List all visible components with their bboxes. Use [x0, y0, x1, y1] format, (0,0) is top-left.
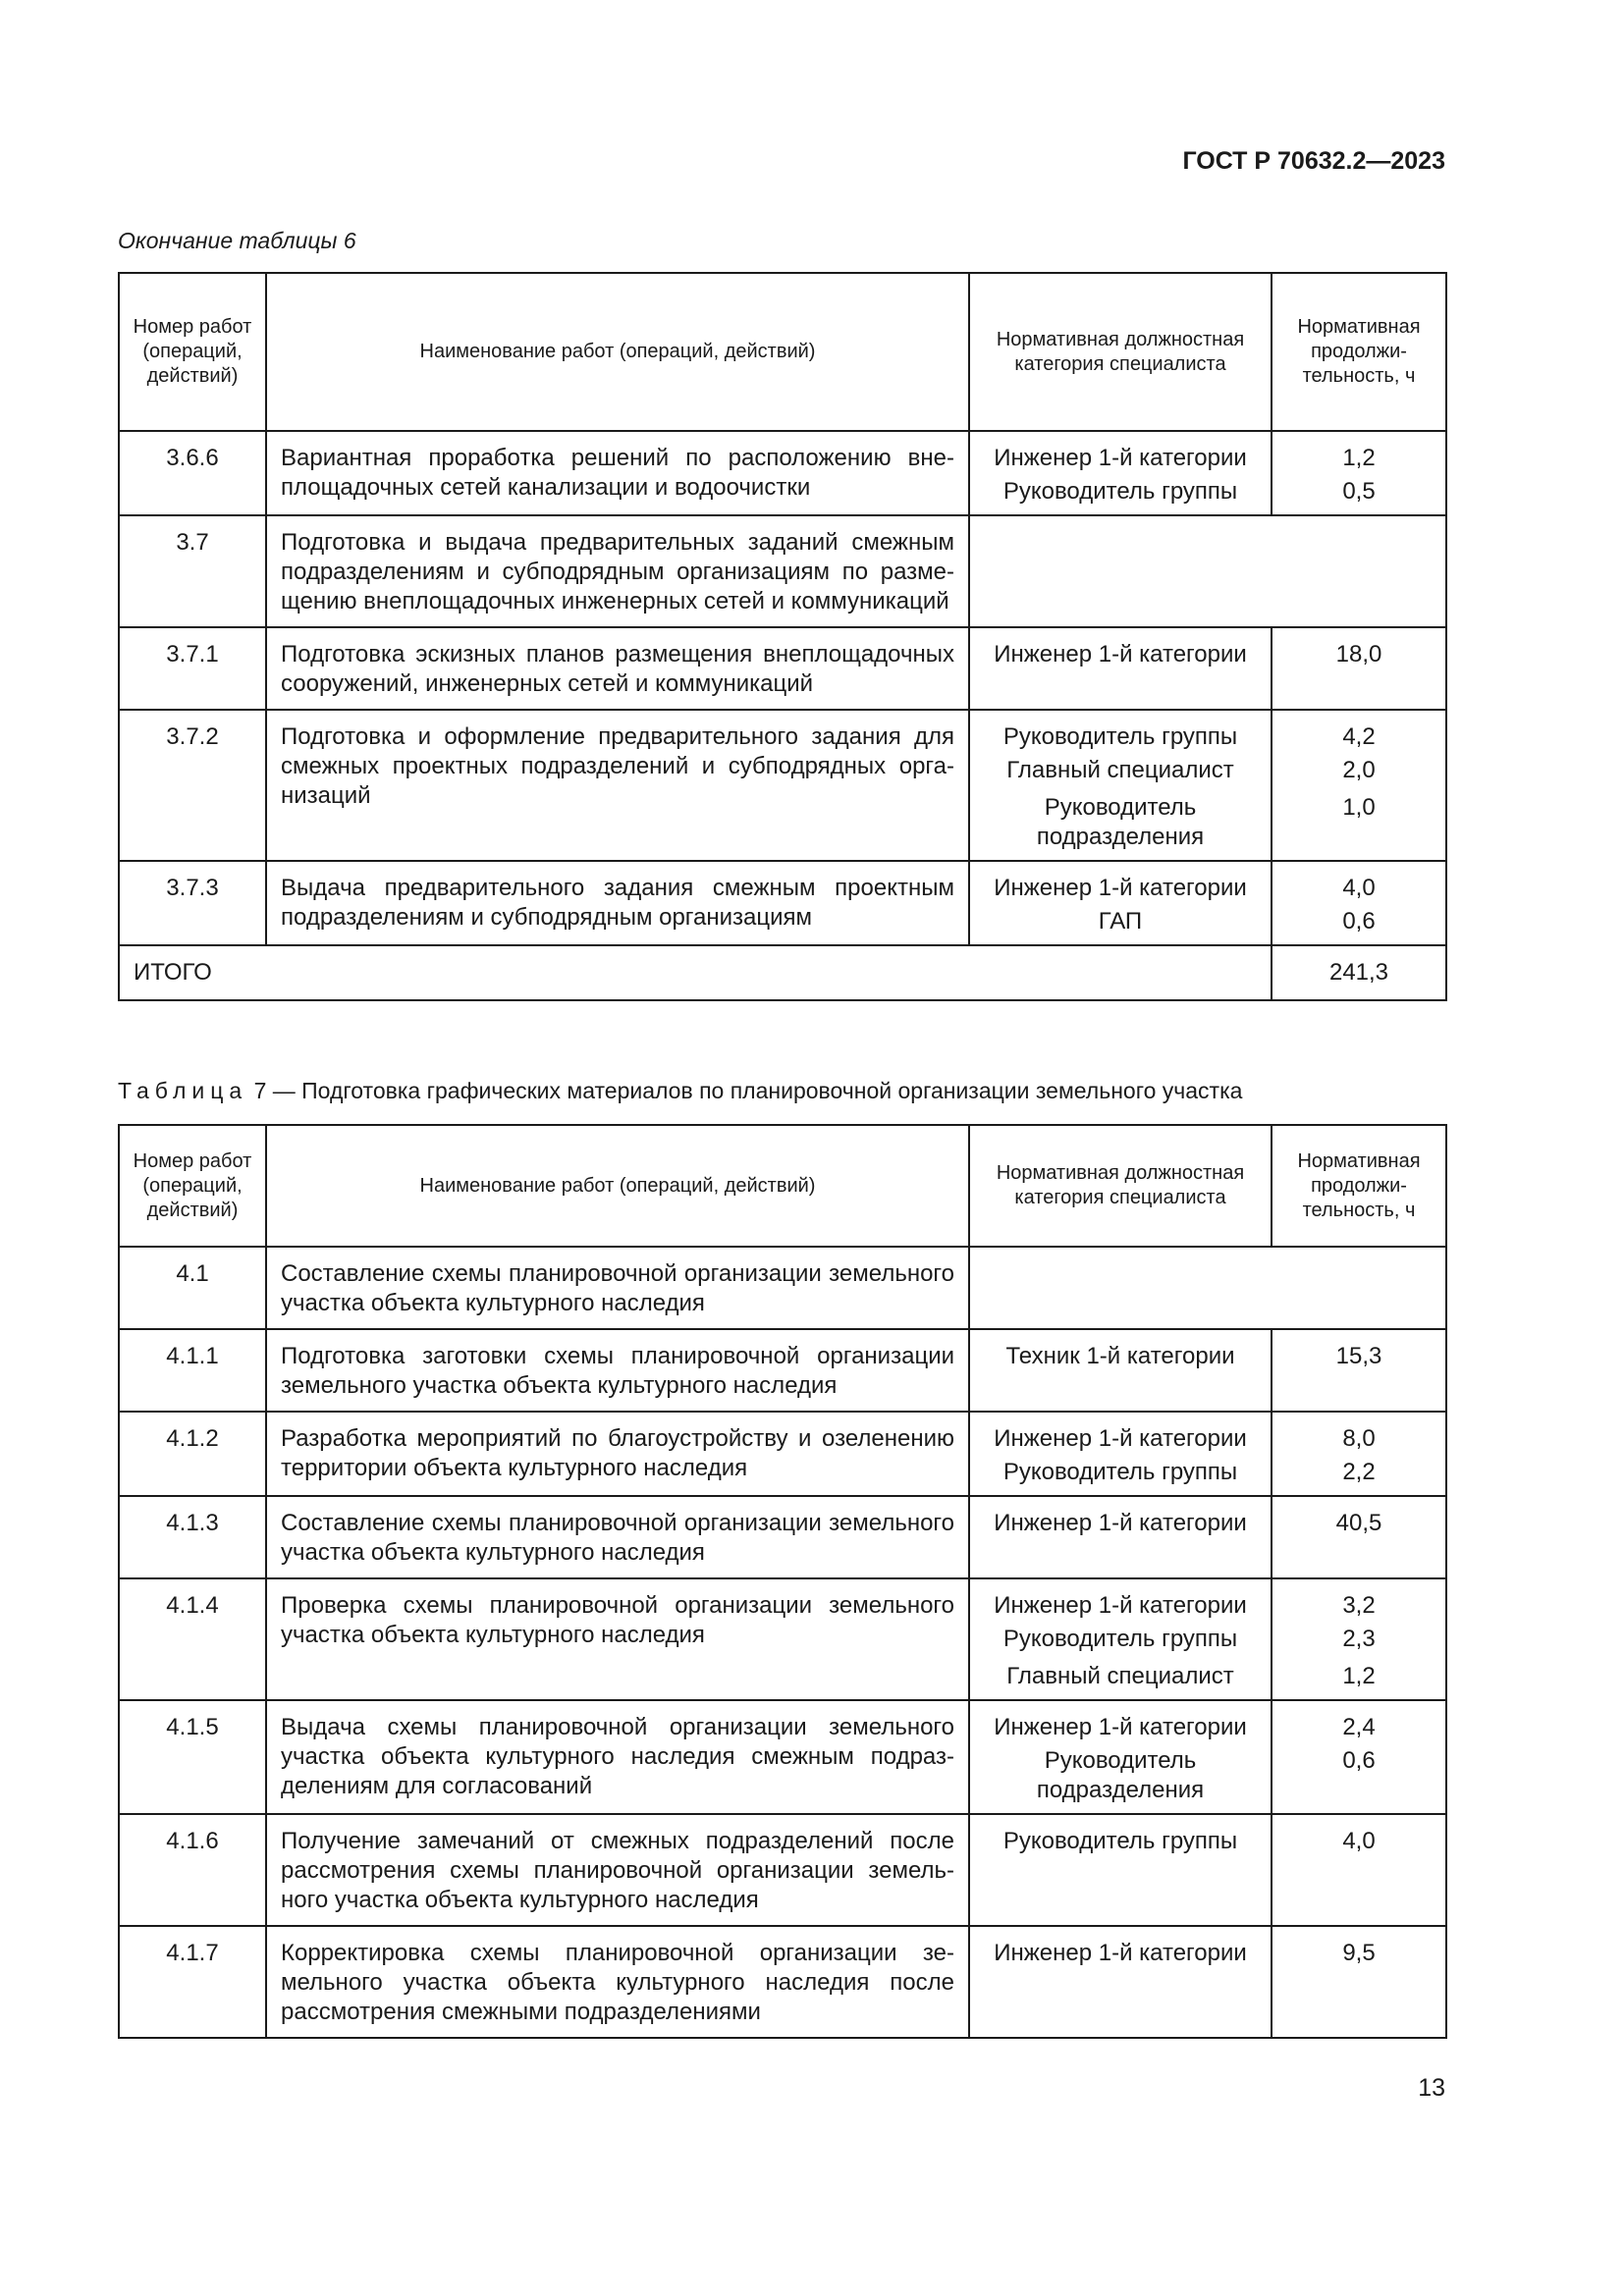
row-durations	[1272, 1496, 1446, 1578]
row-durations	[1272, 861, 1446, 945]
table-row	[119, 1496, 1446, 1578]
row-durations	[1272, 1578, 1446, 1700]
specialist-category: Руководитель группы	[1002, 723, 1238, 750]
row-categories	[969, 1412, 1272, 1496]
specialist-category: Руководитель группы	[1002, 1828, 1238, 1854]
row-categories	[969, 627, 1272, 710]
row-number: 4.1	[119, 1247, 266, 1329]
row-durations	[1272, 1412, 1446, 1496]
specialist-category: Инженер 1-й категории	[994, 1510, 1247, 1536]
header-duration: Нормативная продолжи-тельность, ч	[1272, 273, 1446, 431]
duration-value: 2,4	[1342, 1714, 1376, 1740]
specialist-category: Инженер 1-й категории	[994, 641, 1247, 667]
row-name: Подготовка и выдача предварительных заданий смежным подразделениям и субподрядным организациям по размещению внеплощадочных инженерных сетей и коммуникаций	[266, 515, 969, 627]
specialist-category: Руководитель подразделения	[1036, 794, 1205, 850]
row-durations	[1272, 627, 1446, 710]
table-row	[119, 627, 1446, 710]
specialist-category: Инженер 1-й категории	[994, 1714, 1247, 1740]
header-number: Номер работ (операций, действий)	[119, 1125, 266, 1247]
row-number: 3.7.1	[119, 627, 266, 710]
table-row	[119, 1412, 1446, 1496]
duration-value: 0,6	[1342, 908, 1376, 934]
specialist-category: Руководитель подразделения	[1036, 1747, 1205, 1803]
row-categories	[969, 1329, 1272, 1412]
header-name: Наименование работ (операций, действий)	[266, 1125, 969, 1247]
row-number: 4.1.5	[119, 1700, 266, 1814]
header-category: Нормативная должностная категория специалиста	[969, 273, 1272, 431]
specialist-category: Инженер 1-й категории	[994, 445, 1247, 471]
row-name: Выдача схемы планировочной организации земельного участка объекта культурного наследия смежным подразделениям для согласований	[266, 1700, 969, 1814]
header-number: Номер работ (операций, действий)	[119, 273, 266, 431]
duration-value: 2,3	[1342, 1626, 1376, 1652]
specialist-category: Инженер 1-й категории	[994, 1425, 1247, 1452]
table-header-row	[119, 273, 1446, 431]
row-durations	[1272, 431, 1446, 515]
table6-caption: Окончание таблицы 6	[118, 228, 356, 253]
duration-value: 3,2	[1342, 1592, 1376, 1619]
duration-value: 40,5	[1335, 1510, 1382, 1536]
specialist-category: Руководитель группы	[1002, 478, 1238, 505]
row-number: 4.1.3	[119, 1496, 266, 1578]
header-duration: Нормативная продолжи-тельность, ч	[1272, 1125, 1446, 1247]
header-category: Нормативная должностная категория специалиста	[969, 1125, 1272, 1247]
specialist-category: Инженер 1-й категории	[994, 875, 1247, 901]
duration-value: 2,2	[1342, 1459, 1376, 1485]
duration-value: 4,0	[1342, 875, 1376, 901]
row-number: 3.6.6	[119, 431, 266, 515]
table-row	[119, 1700, 1446, 1814]
row-number: 3.7.3	[119, 861, 266, 945]
duration-value: 2,0	[1342, 757, 1376, 783]
duration-value: 1,0	[1342, 794, 1376, 821]
specialist-category: Руководитель группы	[1002, 1459, 1238, 1485]
row-empty-cell	[969, 1247, 1446, 1329]
row-durations	[1272, 1926, 1446, 2038]
header-name: Наименование работ (операций, действий)	[266, 273, 969, 431]
row-durations	[1272, 1329, 1446, 1412]
table-row	[119, 1578, 1446, 1700]
row-number: 4.1.1	[119, 1329, 266, 1412]
row-number: 4.1.7	[119, 1926, 266, 2038]
table-row	[119, 1329, 1446, 1412]
row-name: Составление схемы планировочной организации земельного участка объекта культурного наследия	[266, 1247, 969, 1329]
row-name: Корректировка схемы планировочной организации земельного участка объекта культурного наследия после рассмотрения смежными подразделениями	[266, 1926, 969, 2038]
row-categories	[969, 1814, 1272, 1926]
table-row	[119, 710, 1446, 861]
duration-value: 15,3	[1335, 1343, 1382, 1369]
row-number: 4.1.6	[119, 1814, 266, 1926]
row-durations	[1272, 710, 1446, 861]
table-6	[118, 272, 1447, 1001]
row-number: 4.1.2	[119, 1412, 266, 1496]
row-name: Подготовка заготовки схемы планировочной организации земельного участка объекта культурного наследия	[266, 1329, 969, 1412]
row-number: 3.7	[119, 515, 266, 627]
table7-caption-title: 7 — Подготовка графических материалов по планировочной организации земельного участка	[253, 1078, 1243, 1103]
row-durations	[1272, 1814, 1446, 1926]
duration-value: 1,2	[1342, 445, 1376, 471]
row-name: Выдача предварительного задания смежным проектным подразделениям и субподрядным организациям	[266, 861, 969, 945]
row-categories	[969, 1578, 1272, 1700]
duration-value: 8,0	[1342, 1425, 1376, 1452]
row-name: Разработка мероприятий по благоустройству и озеленению территории объекта культурного наследия	[266, 1412, 969, 1496]
row-categories	[969, 431, 1272, 515]
row-categories	[969, 1496, 1272, 1578]
row-number: 3.7.2	[119, 710, 266, 861]
table-row	[119, 1814, 1446, 1926]
row-durations	[1272, 1700, 1446, 1814]
table-row	[119, 1926, 1446, 2038]
duration-value: 4,0	[1342, 1828, 1376, 1854]
total-label: ИТОГО	[119, 945, 1272, 1000]
duration-value: 9,5	[1342, 1940, 1376, 1966]
table7-caption-prefix: Таблица	[118, 1078, 248, 1103]
page-number: 13	[1418, 2074, 1445, 2102]
row-empty-cell	[969, 515, 1446, 627]
specialist-category: Инженер 1-й категории	[994, 1940, 1247, 1966]
row-name: Проверка схемы планировочной организации земельного участка объекта культурного наследия	[266, 1578, 969, 1700]
row-number: 4.1.4	[119, 1578, 266, 1700]
row-name: Подготовка и оформление предварительного задания для смежных проектных подразделений и субподрядных организаций	[266, 710, 969, 861]
duration-value: 1,2	[1342, 1663, 1376, 1689]
table-row	[119, 515, 1446, 627]
specialist-category: Главный специалист	[1006, 1663, 1234, 1689]
duration-value: 18,0	[1335, 641, 1382, 667]
specialist-category: Главный специалист	[1006, 757, 1234, 783]
table-row	[119, 431, 1446, 515]
row-categories	[969, 1926, 1272, 2038]
row-name: Подготовка эскизных планов размещения внеплощадочных сооружений, инженерных сетей и коммуникаций	[266, 627, 969, 710]
table-header-row	[119, 1125, 1446, 1247]
table-row	[119, 861, 1446, 945]
row-name: Получение замечаний от смежных подразделений после рассмотрения схемы планировочной организации земельного участка объекта культурного наследия	[266, 1814, 969, 1926]
row-categories	[969, 1700, 1272, 1814]
total-value: 241,3	[1272, 945, 1446, 1000]
row-categories	[969, 710, 1272, 861]
specialist-category: Техник 1-й категории	[1005, 1343, 1235, 1369]
specialist-category: ГАП	[1098, 908, 1143, 934]
table-7	[118, 1124, 1447, 2039]
document-id: ГОСТ Р 70632.2—2023	[1182, 147, 1445, 175]
row-name: Вариантная проработка решений по расположению внеплощадочных сетей канализации и водоочистки	[266, 431, 969, 515]
duration-value: 4,2	[1342, 723, 1376, 750]
specialist-category: Инженер 1-й категории	[994, 1592, 1247, 1619]
table7-caption	[118, 1078, 1242, 1104]
duration-value: 0,6	[1342, 1747, 1376, 1774]
specialist-category: Руководитель группы	[1002, 1626, 1238, 1652]
total-row	[119, 945, 1446, 1000]
table-row	[119, 1247, 1446, 1329]
row-name: Составление схемы планировочной организации земельного участка объекта культурного наследия	[266, 1496, 969, 1578]
duration-value: 0,5	[1342, 478, 1376, 505]
row-categories	[969, 861, 1272, 945]
